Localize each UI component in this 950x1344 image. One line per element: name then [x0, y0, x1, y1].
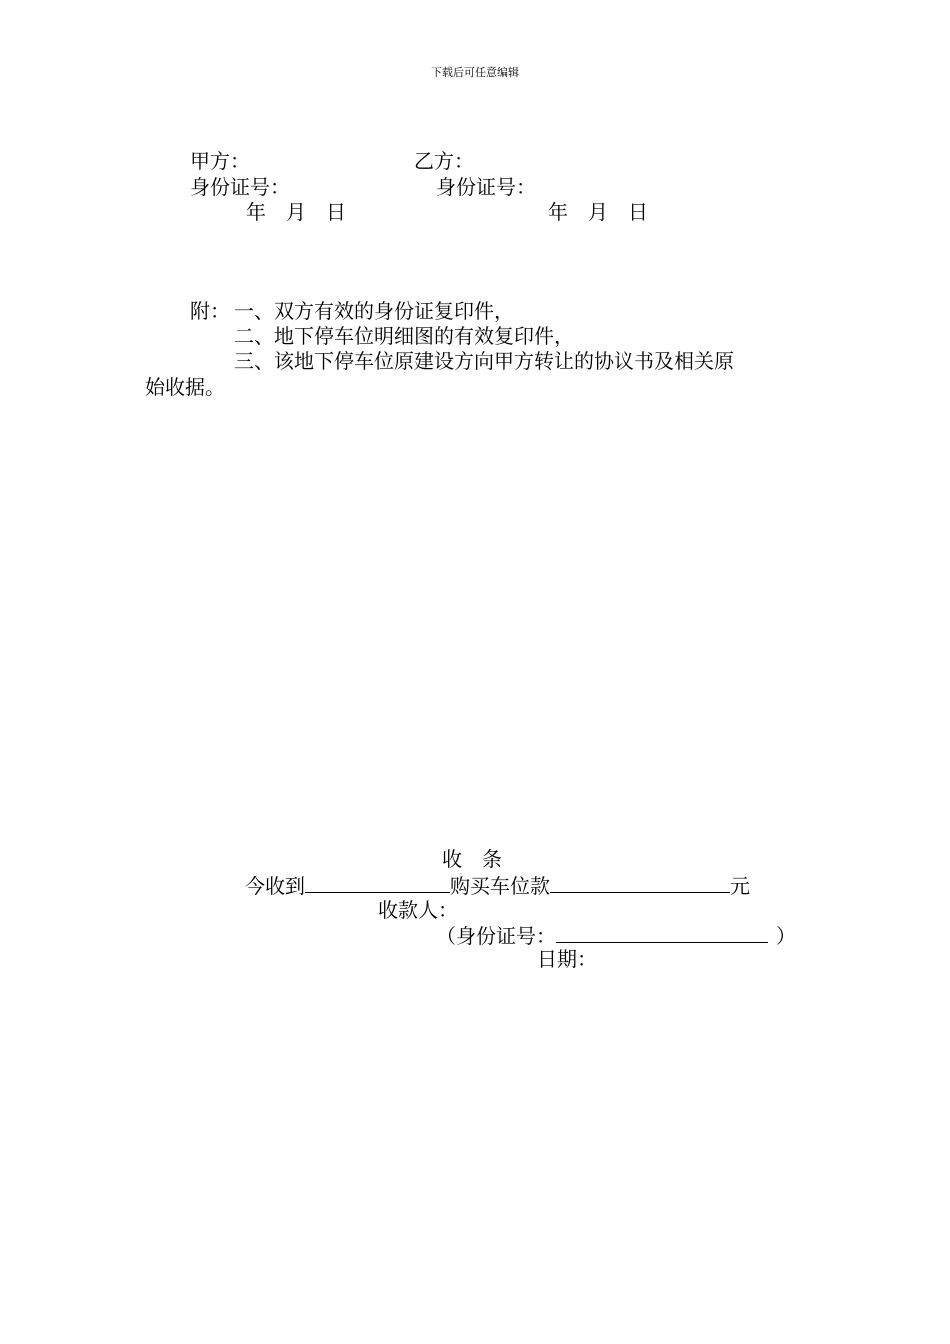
attachment-item-3: 三、该地下停车位原建设方向甲方转让的协议书及相关原	[234, 349, 734, 373]
party-a-label: 甲方：	[190, 149, 250, 173]
received-prefix: 今收到	[245, 874, 305, 898]
party-a-id-label: 身份证号：	[190, 175, 290, 199]
id-open: （身份证号：	[436, 924, 556, 948]
payer-name-blank[interactable]	[305, 873, 450, 893]
payee-id-line	[436, 923, 796, 948]
header-note: 下载后可任意编辑	[431, 66, 519, 79]
payee-id-blank[interactable]	[556, 923, 768, 943]
attachment-item-1: 一、双方有效的身份证复印件，	[234, 299, 514, 323]
party-b-label: 乙方：	[414, 149, 474, 173]
receipt-date-label: 日期：	[537, 947, 597, 971]
currency-unit: 元	[730, 874, 750, 898]
receipt-title: 收 条	[442, 847, 502, 871]
attachment-item-3-continued: 始收据。	[145, 375, 225, 399]
attachment-item-2: 二、地下停车位明细图的有效复印件，	[234, 324, 574, 348]
payee-label: 收款人：	[378, 898, 458, 922]
party-b-id-label: 身份证号：	[436, 175, 536, 199]
id-close: ）	[776, 924, 796, 948]
purchase-text: 购买车位款	[450, 874, 550, 898]
party-b-date: 年 月 日	[548, 200, 648, 224]
attachments-prefix: 附：	[190, 299, 230, 323]
amount-blank[interactable]	[550, 873, 730, 893]
party-a-date: 年 月 日	[246, 200, 346, 224]
receipt-received-line	[245, 873, 750, 898]
